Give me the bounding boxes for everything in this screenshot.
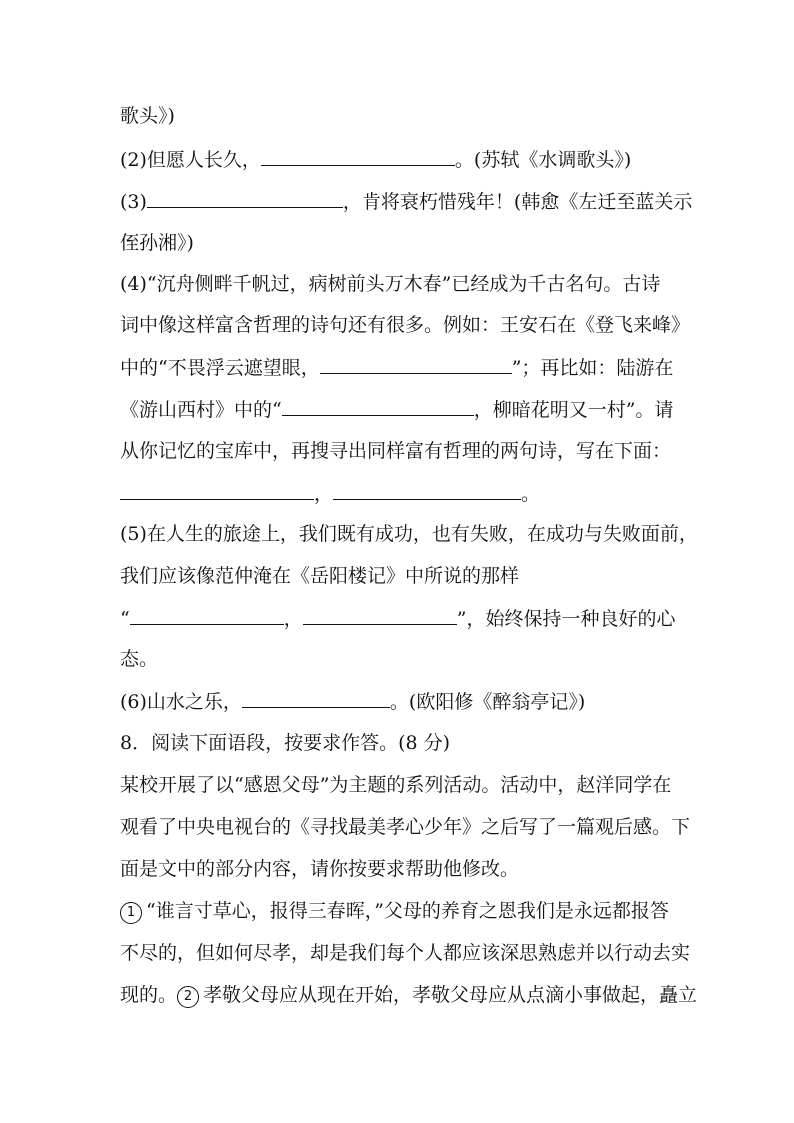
text: 8．阅读下面语段，按要求作答。(8 分): [120, 732, 451, 754]
text: (3): [120, 191, 147, 213]
answer-blank[interactable]: [333, 481, 521, 500]
q7-item-6: [120, 689, 585, 714]
text: 我们应该像范仲淹在《岳阳楼记》中所说的那样: [120, 565, 520, 587]
q7-item-3: [120, 189, 692, 214]
text: 《游山西村》中的“: [120, 399, 282, 421]
q7-item-4-line-6: [120, 481, 540, 506]
text: 现的。: [120, 984, 178, 1006]
q8-intro-line-1: [120, 773, 671, 797]
text: 。(欧阳修《醉翁亭记》): [389, 691, 586, 713]
answer-blank[interactable]: [130, 606, 284, 625]
text: ，: [314, 483, 334, 505]
q7-item-5-line-2: [120, 564, 519, 588]
text: 某校开展了以“感恩父母”为主题的系列活动。活动中，赵洋同学在: [120, 774, 672, 796]
q7-item-4-line-2: [120, 313, 690, 337]
text: 观看了中央电视台的《寻找最美孝心少年》之后写了一篇观后感。下: [120, 816, 691, 838]
text: 。(苏轼《水调歌头》): [454, 149, 632, 171]
q8-intro-line-2: [120, 815, 690, 839]
q7-line-1: [120, 104, 175, 128]
text: ”；再比如：陆游在: [511, 357, 674, 379]
q7-item-3-cont: [120, 231, 194, 255]
answer-blank[interactable]: [303, 606, 457, 625]
q7-item-4-line-4: [120, 397, 673, 422]
q7-item-5-line-1: [120, 522, 698, 546]
text: 从你记忆的宝库中，再搜寻出同样富有哲理的两句诗，写在下面：: [120, 440, 672, 462]
q8-title: [120, 731, 450, 755]
q8-passage-line-1: [120, 899, 669, 924]
text: 不尽的，但如何尽孝，却是我们每个人都应该深思熟虑并以行动去实: [120, 942, 691, 964]
circled-number-2: 2: [177, 986, 199, 1008]
text: “谁言寸草心，报得三春晖，”父母的养育之恩我们是永远都报答: [146, 900, 669, 922]
text: 态。: [120, 648, 159, 670]
text: 词中像这样富含哲理的诗句还有很多。例如：王安石在《登飞来峰》: [120, 314, 691, 336]
q7-item-2: [120, 147, 631, 172]
text: ，肯将衰朽惜残年！(韩愈《左迁至蓝关示: [342, 191, 693, 213]
text: 孝敬父母应从现在开始，孝敬父母应从点滴小事做起，矗立: [203, 984, 698, 1006]
text: (6)山水之乐，: [120, 691, 242, 713]
answer-blank[interactable]: [282, 397, 474, 416]
q7-item-4-line-3: [120, 355, 673, 380]
answer-blank[interactable]: [320, 355, 512, 374]
text: 。: [521, 483, 541, 505]
answer-blank[interactable]: [120, 481, 314, 500]
text: 中的“不畏浮云遮望眼，: [120, 357, 320, 379]
text: ，: [283, 608, 303, 630]
text: (4)“沉舟侧畔千帆过，病树前头万木春”已经成为千古名句。古诗: [120, 273, 661, 295]
text: (2)但愿人长久，: [120, 149, 261, 171]
text: (5)在人生的旅途上，我们既有成功，也有失败，在成功与失败面前，: [120, 523, 698, 545]
q7-item-5-line-4: [120, 647, 158, 671]
q7-item-4-line-5: [120, 439, 671, 463]
q8-passage-line-2: [120, 941, 690, 965]
answer-blank[interactable]: [261, 147, 455, 166]
text: ，柳暗花明又一村”。请: [473, 399, 674, 421]
q8-intro-line-3: [120, 857, 519, 881]
text: “: [120, 608, 130, 630]
text: 侄孙湘》): [120, 232, 194, 254]
text: 面是文中的部分内容，请你按要求帮助他修改。: [120, 858, 520, 880]
q7-item-5-line-3: [120, 606, 675, 631]
answer-blank[interactable]: [147, 189, 343, 208]
answer-blank[interactable]: [242, 689, 390, 708]
circled-number-1: 1: [120, 902, 142, 924]
text: 歌头》): [120, 105, 175, 127]
q8-passage-line-3: [120, 983, 697, 1008]
q7-item-4-line-1: [120, 272, 660, 296]
text: ”，始终保持一种良好的心: [456, 608, 676, 630]
